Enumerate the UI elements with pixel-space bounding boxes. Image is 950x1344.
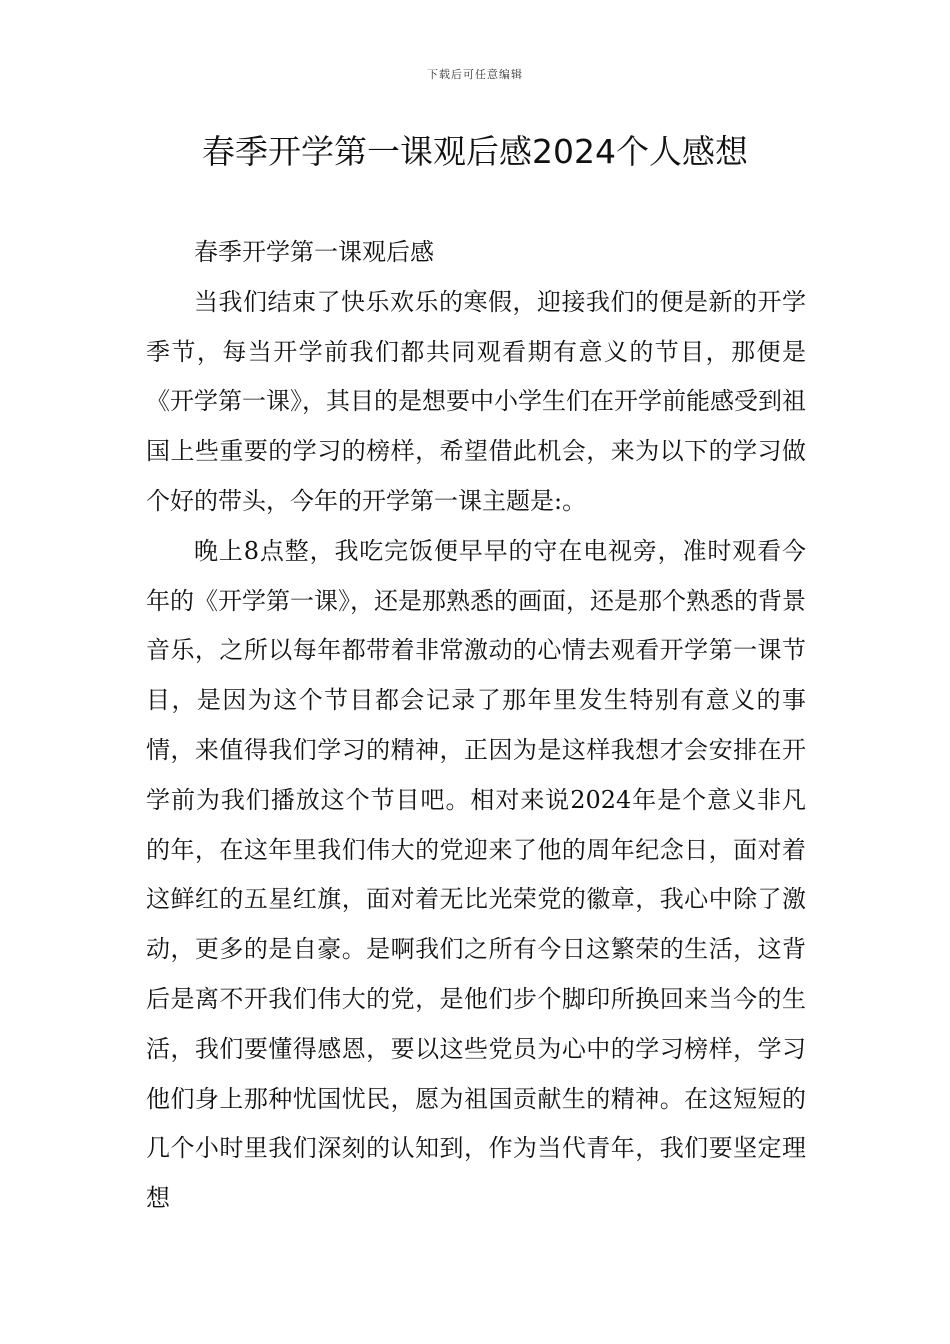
document-subtitle: 春季开学第一课观后感 <box>194 238 434 266</box>
header-note: 下载后可任意编辑 <box>427 68 523 81</box>
paragraph-1: 当我们结束了快乐欢乐的寒假，迎接我们的便是新的开学季节，每当开学前我们都共同观看期有意义的节目，那便是《开学第一课》，其目的是想要中小学生们在开学前能感受到祖国上些重要的学习的榜样，希望借此机会，来为以下的学习做个好的带头，今年的开学第一课主题是:。 <box>146 287 806 515</box>
document-body <box>146 228 806 1224</box>
paragraph-2: 晚上8点整，我吃完饭便早早的守在电视旁，准时观看今年的《开学第一课》，还是那熟悉的画面，还是那个熟悉的背景音乐，之所以每年都带着非常激动的心情去观看开学第一课节目，是因为这个节目都会记录了那年里发生特别有意义的事情，来值得我们学习的精神，正因为是这样我想才会安排在开学前为我们播放这个节目吧。相对来说2024年是个意义非凡的年，在这年里我们伟大的党迎来了他的周年纪念日，面对着这鲜红的五星红旗，面对着无比光荣党的徽章，我心中除了激动，更多的是自豪。是啊我们之所有今日这繁荣的生活，这背后是离不开我们伟大的党，是他们步个脚印所换回来当今的生活，我们要懂得感恩，要以这些党员为心中的学习榜样，学习他们身上那种忧国忧民，愿为祖国贡献生的精神。在这短短的几个小时里我们深刻的认知到，作为当代青年，我们要坚定理想 <box>146 536 806 1213</box>
document-title: 春季开学第一课观后感2024个人感想 <box>202 132 748 171</box>
